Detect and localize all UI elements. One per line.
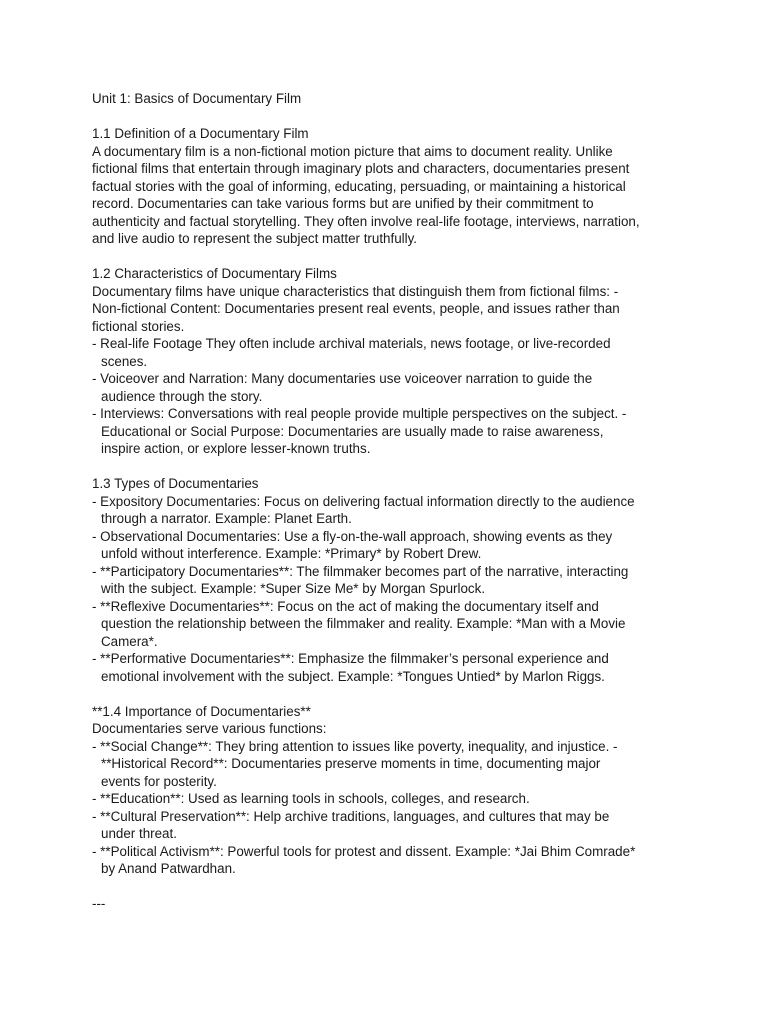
list-item-line: Camera*. [101,633,158,649]
document-title: Unit 1: Basics of Documentary Film [92,91,302,106]
list-item [92,405,692,458]
paragraph-line: Non-fictional Content: Documentaries present real events, people, and issues rather than [92,301,620,316]
section-heading-1-2: 1.2 Characteristics of Documentary Films [92,266,337,281]
paragraph-line: Documentaries serve various functions: [92,721,327,736]
list-item [92,335,692,370]
list-item-line: - **Reflexive Documentaries**: Focus on the act of making the documentary itself and [92,598,599,614]
list-item-line: emotional involvement with the subject. Example: *Tongues Untied* by Marlon Riggs. [101,668,605,684]
section-heading-1-1: 1.1 Definition of a Documentary Film [92,126,309,141]
list-item-line: - **Cultural Preservation**: Help archive traditions, languages, and cultures that may be [92,808,610,824]
list-item-line: scenes. [101,353,148,369]
list-item-line: - Observational Documentaries: Use a fly-on-the-wall approach, showing events as they [92,528,613,544]
list-item [92,650,692,685]
spacer [92,685,692,703]
list-item-line: - **Political Activism**: Powerful tools for protest and dissent. Example: *Jai Bhim Comrade* [92,843,636,859]
list-item-line: inspire action, or explore lesser-known truths. [101,441,371,456]
list-item [92,563,692,598]
list-item-line: - **Social Change**: They bring attention to issues like poverty, inequality, and injustice. - [92,738,618,754]
paragraph-line: factual stories with the goal of informing, educating, persuading, or maintaining a historical [92,178,626,194]
list-item-line: - Voiceover and Narration: Many documentaries use voiceover narration to guide the [92,371,593,386]
paragraph-line: fictional films that entertain through imaginary plots and characters, documentaries present [92,161,630,176]
list-item [92,598,692,651]
list-item [92,843,692,878]
paragraph-line: A documentary film is a non-fictional motion picture that aims to document reality. Unlike [92,143,613,159]
paragraph-line: and live audio to represent the subject matter truthfully. [92,231,418,246]
document-body [92,90,692,913]
list-item-line: - Interviews: Conversations with real people provide multiple perspectives on the subject. - [92,406,627,421]
separator: --- [92,896,106,911]
spacer [92,878,692,896]
paragraph-line: fictional stories. [92,318,185,334]
list-item [92,808,692,843]
spacer [92,458,692,476]
list-item [92,738,692,791]
spacer [92,248,692,266]
list-item-line: - **Participatory Documentaries**: The filmmaker becomes part of the narrative, interacting [92,563,629,579]
list-item [92,370,692,405]
section-heading-1-3: 1.3 Types of Documentaries [92,476,259,491]
paragraph-line: Documentary films have unique characteristics that distinguish them from fictional films: - [92,283,619,299]
list-item [92,493,692,528]
paragraph-line: authenticity and factual storytelling. They often involve real-life footage, interviews, narration, [92,213,640,229]
list-item-line: - Expository Documentaries: Focus on delivering factual information directly to the audience [92,493,635,509]
list-item-line: question the relationship between the filmmaker and reality. Example: *Man with a Movie [101,616,626,631]
paragraph-line: record. Documentaries can take various forms but are unified by their commitment to [92,196,594,211]
list-item-line: - **Performative Documentaries**: Emphasize the filmmaker’s personal experience and [92,651,609,666]
list-item-line: - **Education**: Used as learning tools in schools, colleges, and research. [92,791,530,806]
list-item-line: **Historical Record**: Documentaries preserve moments in time, documenting major [101,756,601,771]
list-item-line: by Anand Patwardhan. [101,861,236,876]
list-item [92,790,692,808]
list-item-line: unfold without interference. Example: *Primary* by Robert Drew. [101,546,482,561]
list-item [92,528,692,563]
list-item-line: under threat. [101,826,177,841]
list-item-line: events for posterity. [101,773,217,789]
list-item-line: through a narrator. Example: Planet Earth. [101,511,352,526]
spacer [92,108,692,126]
list-item-line: - Real-life Footage They often include archival materials, news footage, or live-recorded [92,336,611,351]
list-item-line: audience through the story. [101,388,263,404]
list-item-line: Educational or Social Purpose: Documentaries are usually made to raise awareness, [101,423,604,439]
list-item-line: with the subject. Example: *Super Size Me* by Morgan Spurlock. [101,581,486,596]
section-heading-1-4: **1.4 Importance of Documentaries** [92,703,311,719]
